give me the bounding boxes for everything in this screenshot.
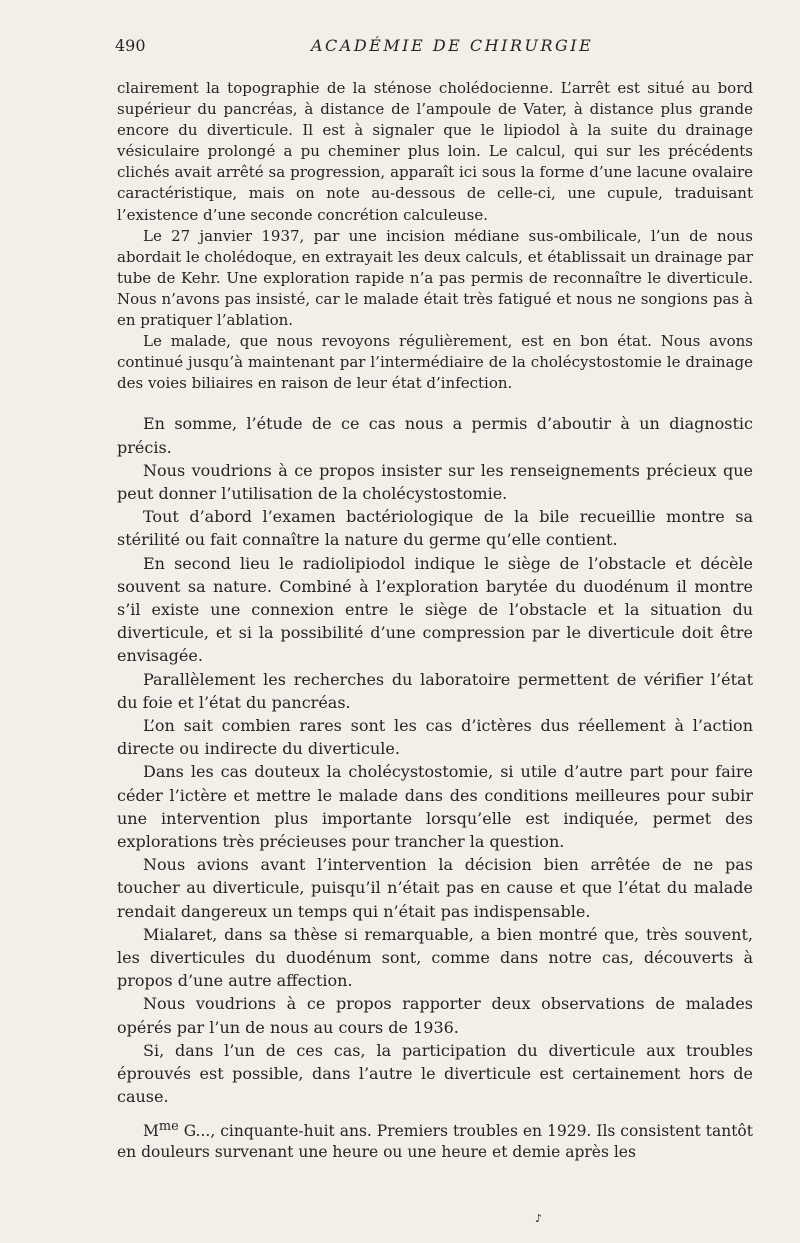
case-report-section bbox=[117, 1116, 753, 1164]
paragraph: Nous voudrions à ce propos rapporter deux observations de malades opérés par l’un de nous au cours de 1936. bbox=[117, 994, 753, 1037]
paragraph: Mialaret, dans sa thèse si remarquable, a bien montré que, très souvent, les diverticules du duodénum sont, comme dans notre cas, découverts à propos d’une autre affection. bbox=[117, 924, 753, 991]
paragraph: Nous voudrions à ce propos insister sur les renseignements précieux que peut donner l’utilisation de la cholécystostomie. bbox=[117, 460, 753, 504]
paragraph: Dans les cas douteux la cholécystostomie, si utile d’autre part pour faire céder l’ictère et mettre le malade dans des conditions meilleures pour subir une intervention plus importante lorsqu’elle est indiquée, permet des explorations très précieuses pour trancher la question. bbox=[117, 762, 753, 852]
running-title: ACADÉMIE DE CHIRURGIE bbox=[311, 36, 594, 55]
page-header bbox=[115, 36, 755, 60]
paragraph: L’on sait combien rares sont les cas d’ictères dus réellement à l’action directe ou indirecte du diverticule. bbox=[117, 716, 753, 759]
paragraph: Le malade, que nous revoyons régulièrement, est en bon état. Nous avons continué jusqu’à maintenant par l’intermédiaire de la cholécystostomie le drainage des voies biliaires en raison de leur état d’infection. bbox=[117, 332, 753, 393]
case-text: G..., cinquante-huit ans. Premiers troubles en 1929. Ils consistent tantôt en douleurs survenant une heure ou une heure et demie après les bbox=[117, 1121, 753, 1161]
continued-text-section bbox=[117, 78, 753, 394]
patient-title-superscript: me bbox=[158, 1118, 179, 1134]
footer-mark: ♪ bbox=[535, 1212, 543, 1225]
paragraph: En somme, l’étude de ce cas nous a permis d’aboutir à un diagnostic précis. bbox=[117, 414, 753, 457]
paragraph: Nous avions avant l’intervention la décision bien arrêtée de ne pas toucher au diverticule, puisqu’il n’était pas en cause et que l’état du malade rendait dangereux un temps qui n’était pas indispensable. bbox=[117, 855, 753, 921]
body-text bbox=[117, 78, 753, 1163]
patient-title: M bbox=[143, 1121, 159, 1140]
case-paragraph bbox=[117, 1116, 753, 1164]
paragraph: Le 27 janvier 1937, par une incision médiane sus-ombilicale, l’un de nous abordait le cholédoque, en extrayait les deux calculs, et établissait un drainage par tube de Kehr. Une exploration rapide n’a pas permis de reconnaître le diverticule. Nous n’avons pas insisté, car le malade était très fatigué et nous ne songions pas à en pratiquer l’ablation. bbox=[117, 226, 753, 330]
paragraph: Si, dans l’un de ces cas, la participation du diverticule aux troubles éprouvés est possible, dans l’autre le diverticule est certainement hors de cause. bbox=[117, 1040, 753, 1107]
paragraph: Parallèlement les recherches du laboratoire permettent de vérifier l’état du foie et l’état du pancréas. bbox=[117, 669, 753, 712]
page-number: 490 bbox=[115, 36, 146, 55]
discussion-section bbox=[117, 412, 753, 1108]
paragraph: Tout d’abord l’examen bactériologique de la bile recueillie montre sa stérilité ou fait connaître la nature du germe qu’elle contient. bbox=[117, 507, 753, 550]
paragraph: En second lieu le radiolipiodol indique le siège de l’obstacle et décèle souvent sa nature. Combiné à l’exploration barytée du duodénum il montre s’il existe une connexion entre le siège de l’obstacle et la situation du diverticule, et si la possibilité d’une compression par le diverticule doit être envisagée. bbox=[117, 553, 753, 666]
paragraph: clairement la topographie de la sténose cholédocienne. L’arrêt est situé au bord supérieur du pancréas, à distance de l’ampoule de Vater, à distance plus grande encore du diverticule. Il est à signaler que le lipiodol à la suite du drainage vésiculaire prolongé a pu cheminer plus loin. Le calcul, qui sur les précédents clichés avait arrêté sa progression, apparaît ici sous la forme d’une lacune ovalaire caractéristique, mais on note au-dessous de celle-ci, une cupule, traduisant l’existence d’une seconde concrétion calculeuse. bbox=[117, 79, 753, 224]
